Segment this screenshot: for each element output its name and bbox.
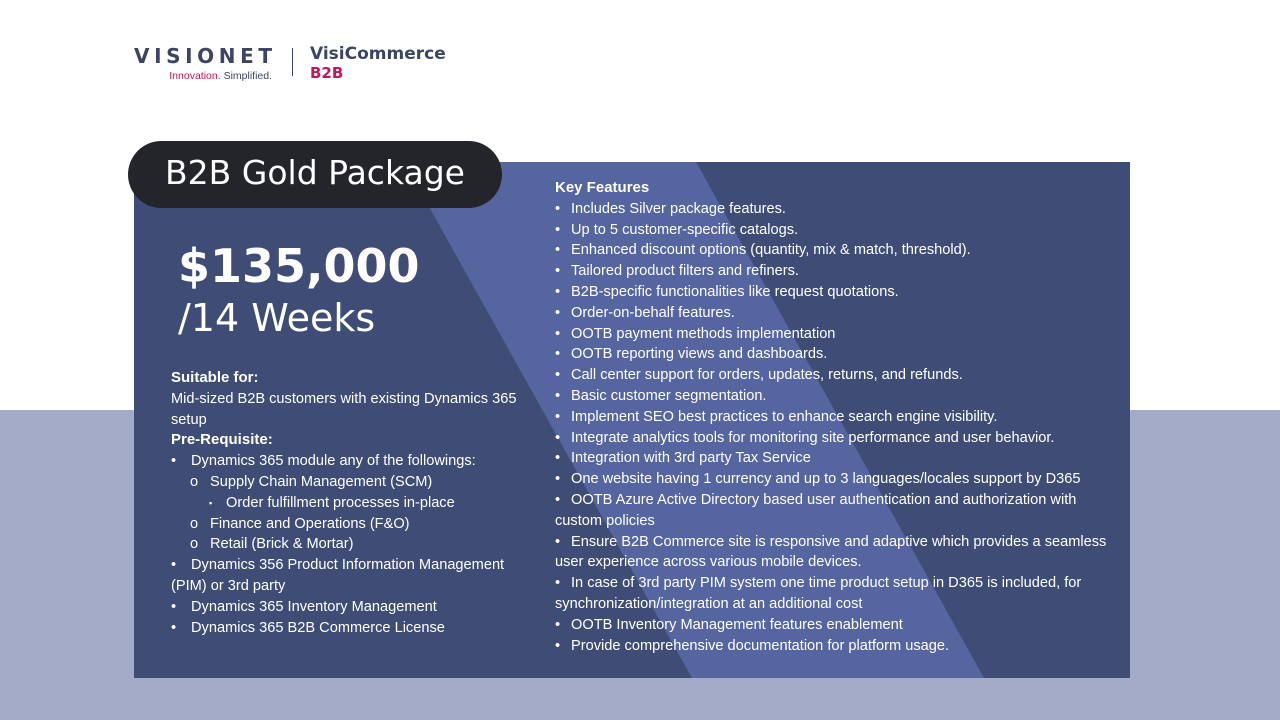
feature-item: • Ensure B2B Commerce site is responsive and adaptive which provides a seamless user experience across various mobile devices. <box>555 533 1107 571</box>
prereq-subitem: o Finance and Operations (F&O) <box>171 514 539 535</box>
prereq-heading: Pre-Requisite: <box>171 431 273 449</box>
feature-item: • Order-on-behalf features. <box>555 303 1115 324</box>
features-heading: Key Features <box>555 179 650 196</box>
package-title: B2B Gold Package <box>165 153 465 192</box>
feature-item: • Implement SEO best practices to enhance search engine visibility. <box>555 407 1115 428</box>
product-name: VisiCommerce <box>310 44 446 64</box>
feature-item: • OOTB payment methods implementation <box>555 324 1115 345</box>
feature-item: • B2B-specific functionalities like request quotations. <box>555 282 1115 303</box>
feature-item: • Provide comprehensive documentation for platform usage. <box>555 636 1115 657</box>
feature-item: • OOTB Azure Active Directory based user authentication and authorization with custom policies <box>555 491 1077 529</box>
feature-item: • OOTB reporting views and dashboards. <box>555 344 1115 365</box>
brand-wordmark: VISIONET <box>134 44 277 68</box>
prereq-item: • Dynamics 365 module any of the followings: <box>171 451 539 472</box>
feature-item: • Integration with 3rd party Tax Service <box>555 448 1115 469</box>
feature-item: • Up to 5 customer-specific catalogs. <box>555 220 1115 241</box>
prereq-item: • Dynamics 365 Inventory Management <box>171 597 539 618</box>
feature-item: • Includes Silver package features. <box>555 199 1115 220</box>
suitable-heading: Suitable for: <box>171 369 259 386</box>
feature-item: • In case of 3rd party PIM system one time product setup in D365 is included, for synchronization/integration at an additional cost <box>555 575 1082 612</box>
feature-item: • Integrate analytics tools for monitoring site performance and user behavior. <box>555 428 1115 449</box>
features-column <box>555 178 1115 656</box>
prereq-item: • Dynamics 365 B2B Commerce License <box>171 618 539 639</box>
feature-item: • OOTB Inventory Management features enablement <box>555 615 1115 636</box>
prereq-subsubitem: ▪ Order fulfillment processes in-place <box>171 493 539 514</box>
title-pill <box>128 141 502 208</box>
brand-tagline: Innovation. Simplified. <box>169 70 272 82</box>
package-price: $135,000 <box>178 239 420 293</box>
feature-item: • Enhanced discount options (quantity, mix & match, threshold). <box>555 240 1115 261</box>
logo-divider <box>292 48 293 76</box>
package-duration: /14 Weeks <box>178 296 376 340</box>
left-column <box>171 368 539 638</box>
suitable-text: Mid-sized B2B customers with existing Dynamics 365 setup <box>171 390 517 428</box>
feature-item: • Tailored product filters and refiners. <box>555 261 1115 282</box>
prereq-item: • Dynamics 356 Product Information Management (PIM) or 3rd party <box>171 557 505 594</box>
prereq-subitem: o Retail (Brick & Mortar) <box>171 534 539 555</box>
visicommerce-logo <box>310 44 446 82</box>
prereq-list <box>171 451 539 638</box>
feature-item: • Call center support for orders, updates, returns, and refunds. <box>555 365 1115 386</box>
feature-item: • Basic customer segmentation. <box>555 386 1115 407</box>
feature-item: • One website having 1 currency and up to 3 languages/locales support by D365 <box>555 469 1115 490</box>
prereq-subitem: o Supply Chain Management (SCM) <box>171 472 539 493</box>
features-list <box>555 199 1115 657</box>
visionet-logo <box>134 44 277 82</box>
product-sub: B2B <box>310 64 344 82</box>
